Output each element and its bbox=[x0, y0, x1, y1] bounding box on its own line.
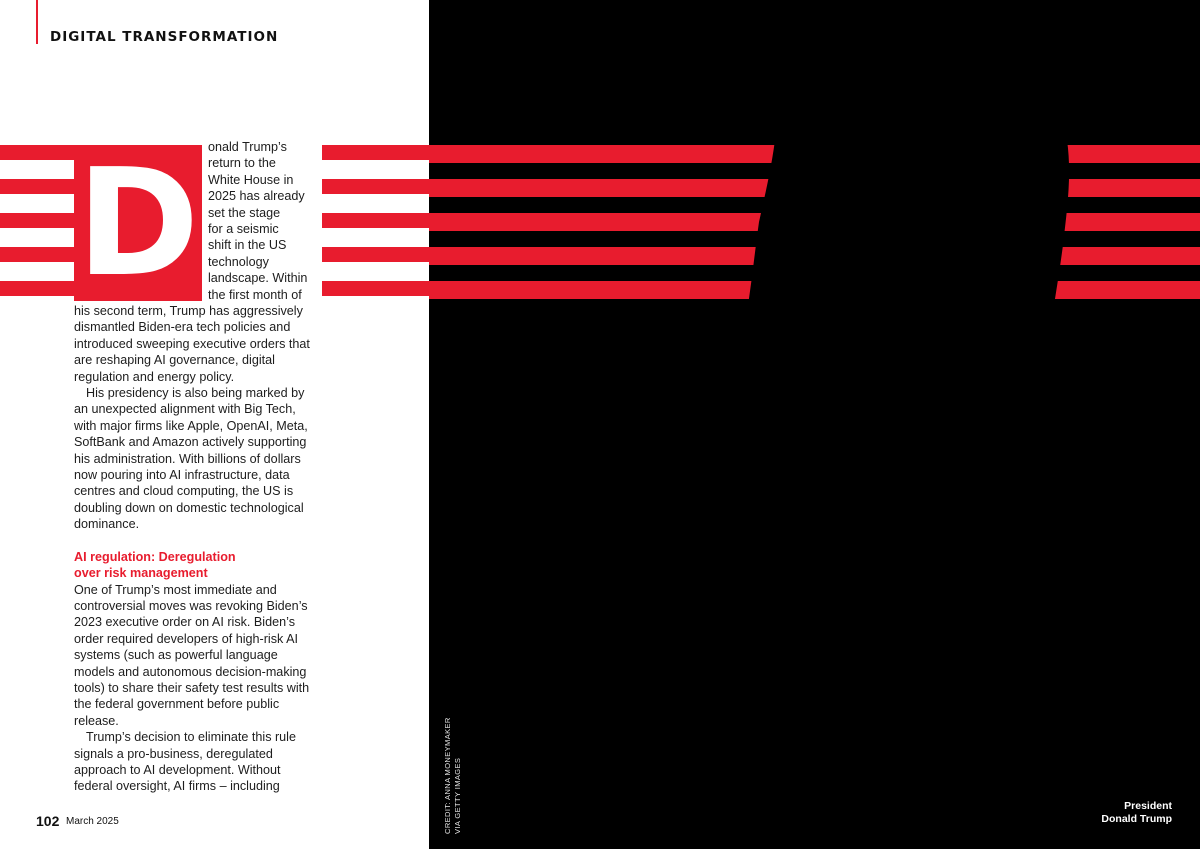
body-column bbox=[74, 303, 320, 795]
photo-caption bbox=[1052, 800, 1172, 826]
intro-line: White House in bbox=[208, 172, 294, 187]
intro-line: for a seismic bbox=[208, 222, 279, 237]
page-number: 102 bbox=[36, 813, 60, 829]
flag-stripe bbox=[0, 281, 74, 296]
flag-stripe bbox=[322, 213, 429, 228]
drop-cap-letter: D bbox=[76, 145, 200, 301]
intro-line: onald Trump’s bbox=[208, 140, 287, 154]
subheading-line: over risk management bbox=[74, 566, 208, 581]
subheading-line: AI regulation: Deregulation bbox=[74, 549, 236, 564]
intro-line: set the stage bbox=[208, 205, 281, 220]
intro-line: 2025 has already bbox=[208, 189, 305, 204]
flag-stripes-graphic bbox=[429, 0, 1200, 849]
flag-stripe bbox=[322, 247, 429, 262]
body-paragraph: One of Trump’s most immediate and controversial moves was revoking Biden’s 2023 executive order on AI risk. Biden’s order required developers of high-risk AI systems (such as powerful language models and autonomous decision-making tools) to share their safety test results with the federal government before public release. bbox=[74, 582, 310, 728]
flag-stripe bbox=[322, 145, 429, 160]
photo-caption-line: Donald Trump bbox=[1101, 813, 1172, 825]
intro-column bbox=[208, 139, 320, 303]
photo-credit-line: CREDIT: ANNA MONEYMAKER bbox=[443, 717, 452, 834]
flag-stripe bbox=[322, 179, 429, 194]
flag-stripe bbox=[0, 179, 74, 194]
photo-panel bbox=[429, 0, 1200, 849]
intro-line: technology bbox=[208, 254, 269, 269]
silhouette-shape bbox=[747, 140, 1069, 312]
intro-line: shift in the US bbox=[208, 238, 287, 253]
subheading bbox=[74, 549, 320, 582]
body-paragraph: Trump’s decision to eliminate this rule signals a pro-business, deregulated approach to AI development. Without federal oversight, AI firms – including bbox=[74, 730, 296, 794]
issue-date: March 2025 bbox=[66, 816, 119, 827]
left-page bbox=[0, 0, 429, 849]
drop-cap-box bbox=[74, 145, 202, 301]
body-paragraph: His presidency is also being marked by an unexpected alignment with Big Tech, with major firms like Apple, OpenAI, Meta, SoftBank and Amazon actively supporting his administration. With billions of dollars now pouring into AI infrastructure, data centres and cloud computing, the US is doubling down on domestic technological dominance. bbox=[74, 386, 308, 532]
intro-line: landscape. Within bbox=[208, 271, 308, 286]
photo-caption-line: President bbox=[1124, 800, 1172, 812]
flag-stripe bbox=[0, 145, 74, 160]
body-paragraph: his second term, Trump has aggressively dismantled Biden-era tech policies and introduced sweeping executive orders that are reshaping AI governance, digital regulation and energy policy. bbox=[74, 304, 310, 384]
photo-credit bbox=[443, 704, 463, 834]
flag-stripe bbox=[0, 247, 74, 262]
section-label: DIGITAL TRANSFORMATION bbox=[50, 29, 279, 45]
flag-stripe bbox=[322, 281, 429, 296]
intro-line: the first month of bbox=[208, 287, 302, 302]
section-rule bbox=[36, 0, 38, 44]
intro-line: return to the bbox=[208, 156, 276, 171]
photo-credit-line: VIA GETTY IMAGES bbox=[453, 757, 462, 834]
flag-stripe bbox=[0, 213, 74, 228]
